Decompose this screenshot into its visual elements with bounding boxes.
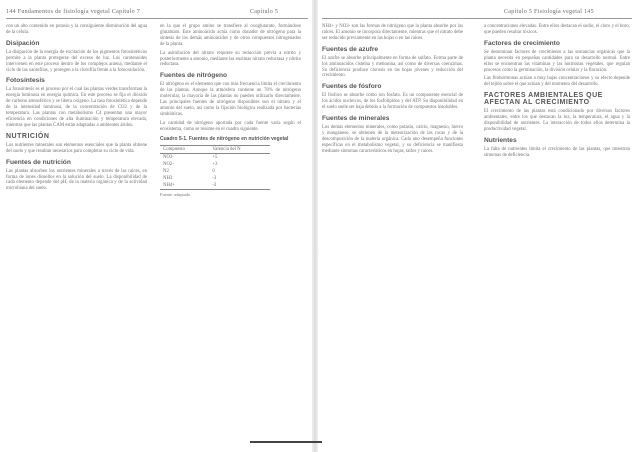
- left-column-2-text: [160, 24, 301, 133]
- section-heading: Factores de crecimiento: [484, 39, 560, 47]
- table: [160, 145, 270, 190]
- section-heading: Fuentes de nutrición: [6, 158, 71, 166]
- paragraph: El crecimiento de las plantas está condicionado por diversos factores ambientales, entre los que destacan la luz, la temperatura, el agua y la disponibilidad de nutrientes. La interacción de todos ellos determina la productividad vegetal.: [484, 109, 630, 132]
- table-cell: +3: [212, 161, 218, 167]
- section-heading: FACTORES AMBIENTALES QUE AFECTAN AL CRECIMIENTO: [484, 92, 603, 107]
- section-heading: Fuentes de azufre: [322, 45, 379, 53]
- section-heading: Fuentes de nitrógeno: [160, 72, 228, 80]
- running-head-left: 144 Fundamentos de fisiología vegetal Capítulo 7: [6, 9, 141, 15]
- right-column-1: [322, 24, 463, 158]
- table-row: [160, 168, 270, 175]
- paragraph: NH4+ y NO3- son las formas de nitrógeno que la planta absorbe por las raíces. El amonio se incorpora directamente, mientras que el nitrato debe ser reducido previamente en las hojas o en las raíces.: [322, 24, 463, 41]
- table-row: [160, 175, 270, 182]
- section-heading: NUTRICIÓN: [6, 132, 50, 140]
- table-header: Valencia del N: [209, 145, 270, 153]
- paragraph: Las plantas absorben los nutrientes minerales a través de las raíces, en forma de iones disueltos en la solución del suelo. La disponibilidad de cada elemento depende del pH, de la materia orgánica y de la actividad microbiana del suelo.: [6, 168, 147, 192]
- table-cell: -3: [209, 182, 270, 190]
- paragraph: Se denominan factores de crecimiento a las sustancias orgánicas que la planta necesita en pequeñas cantidades para su desarrollo normal. Entre ellos se encuentran las vitaminas y las hormonas vegetales, que regulan procesos como la germinación, la división celular y la floración.: [484, 49, 630, 73]
- right-column-2: [484, 24, 630, 162]
- table-row: [160, 182, 270, 190]
- paragraph: Los nutrientes minerales son elementos esenciales que la planta obtiene del suelo y que resultan necesarios para completar su ciclo de vida.: [6, 142, 147, 154]
- paragraph: El nitrógeno es el elemento que con más frecuencia limita el crecimiento de las plantas. Aunque la atmósfera contiene un 78% de nitrógeno molecular, la mayoría de las plantas no pueden utilizarlo directamente. Las principales fuentes de nitrógeno disponibles son el nitrato y el amonio del suelo, así como la fijación biológica realizada por bacterias simbióticas.: [160, 82, 301, 117]
- left-column-1: [6, 24, 147, 195]
- nitrogen-table: [160, 136, 301, 197]
- section-heading: Fotosíntesis: [6, 77, 45, 85]
- header-rule: [322, 18, 632, 19]
- table-cell: N2: [163, 168, 169, 174]
- running-head-right: Capítulo 5 Fisiología vegetal 145: [504, 9, 594, 15]
- table-header: Compuesto: [160, 145, 209, 153]
- paragraph: El azufre se absorbe principalmente en forma de sulfato. Forma parte de los aminoácidos cisteína y metionina, así como de diversas coenzimas. Su deficiencia produce clorosis en las hojas jóvenes y reducción del crecimiento.: [322, 55, 463, 79]
- table-cell: NO3-: [163, 154, 174, 160]
- table-cell: 0: [212, 168, 215, 174]
- right-page: [318, 0, 638, 452]
- paragraph: a concentraciones elevadas. Entre ellos destacan el sodio, el cloro y el boro, que pueden resultar tóxicos.: [484, 24, 630, 35]
- paragraph: Las fitohormonas actúan a muy bajas concentraciones y su efecto depende del tejido sobre el que actúan y del momento del desarrollo.: [484, 76, 630, 88]
- table-cell: +5: [212, 154, 218, 160]
- table-row: [160, 153, 270, 161]
- left-page: [0, 0, 313, 452]
- table-note: Fuente: adaptado.: [160, 191, 192, 197]
- table-cell: NH4+: [160, 182, 209, 190]
- section-heading: Disipación: [6, 39, 40, 47]
- left-column-2: [160, 24, 301, 197]
- header-rule: [6, 18, 308, 19]
- table-cell: NH3: [163, 175, 173, 181]
- page-number-left: Capítulo 5: [250, 9, 279, 15]
- paragraph: Los demás elementos minerales, como potasio, calcio, magnesio, hierro y manganeso, se obtienen de la meteorización de las rocas y de la descomposición de la materia orgánica. Cada uno desempeña funciones específicas en el metabolismo vegetal, y su deficiencia se manifiesta mediante síntomas característicos en hojas, tallos y raíces.: [322, 125, 463, 154]
- section-heading: Fuentes de minerales: [322, 115, 390, 123]
- paragraph: La disipación de la energía de excitación de los pigmentos fotosintéticos permite a la planta protegerse del exceso de luz. Los carotenoides intervienen en este proceso dentro de los complejos antena, mediante el ciclo de las xantofilas, y protegen a la clorofila frente a la fotooxidación.: [6, 49, 147, 73]
- paragraph: La asimilación del nitrato requiere su reducción previa a nitrito y posteriormente a amonio, mediante las enzimas nitrato reductasa y nitrito reductasa.: [160, 50, 301, 68]
- paragraph: La falta de nutrientes limita el crecimiento de las plantas, que muestran síntomas de deficiencia.: [484, 146, 630, 158]
- section-heading: Fuentes de fósforo: [322, 83, 382, 91]
- paragraph: en la que el grupo amino se transfiere al oxoglutarato, formándose glutamato. Este aminoácido actúa como donador de nitrógeno para la síntesis de los demás aminoácidos y de otros compuestos nitrogenados de la planta.: [160, 24, 301, 47]
- table-row: [160, 161, 270, 168]
- page-footer-mark: [282, 440, 372, 444]
- table-cell: -3: [212, 175, 217, 181]
- paragraph: con un alto contenido en potasio y la consiguiente disminución del agua de la célula.: [6, 24, 147, 35]
- table-cell: NO2-: [163, 161, 174, 167]
- section-heading: Nutrientes: [484, 136, 517, 144]
- paragraph: La fotosíntesis es el proceso por el cual las plantas verdes transforman la energía luminosa en energía química. En este proceso se fija el dióxido de carbono atmosférico y se libera oxígeno. La tasa fotosintética depende de la intensidad luminosa, de la concentración de CO2 y de la temperatura. Las plantas con metabolismo C4 presentan una mayor eficiencia en condiciones de alta iluminación y temperatura elevada, mientras que las plantas CAM están adaptadas a ambientes áridos.: [6, 87, 147, 128]
- paragraph: La cantidad de nitrógeno aportada por cada fuente varía según el ecosistema, como se resume en el cuadro siguiente.: [160, 120, 301, 132]
- table-caption: Cuadro 5-1. Fuentes de nitrógeno en nutrición vegetal: [160, 135, 289, 142]
- paragraph: El fósforo se absorbe como ion fosfato. Es un componente esencial de los ácidos nucleicos, de los fosfolípidos y del ATP. Su disponibilidad en el suelo suele ser baja debido a la formación de compuestos insolubles.: [322, 93, 463, 111]
